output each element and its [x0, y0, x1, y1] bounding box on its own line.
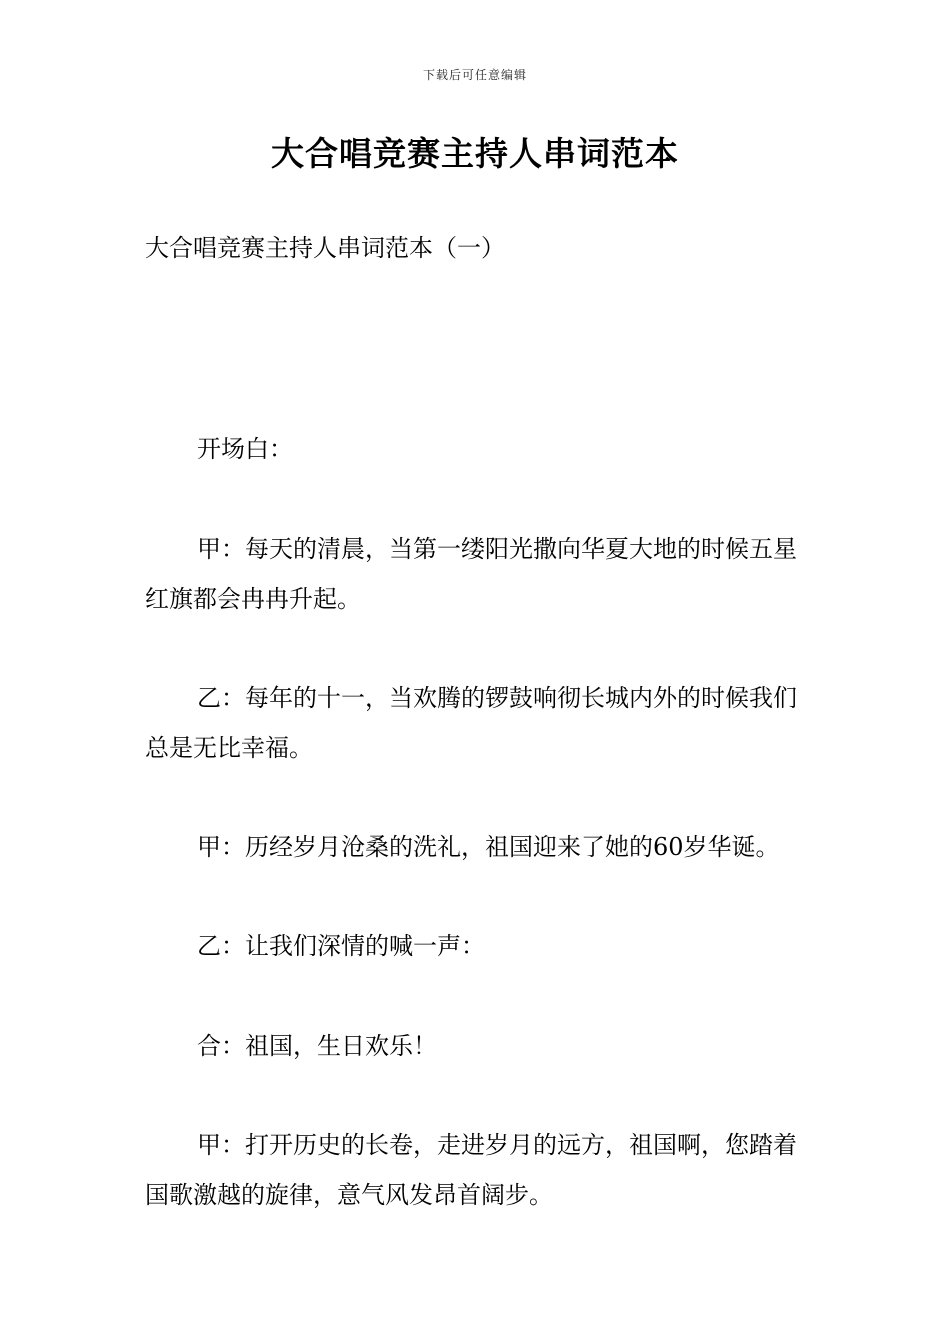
- paragraph: 乙：让我们深情的喊一声：: [197, 932, 485, 960]
- paragraph: 甲：打开历史的长卷，走进岁月的远方，祖国啊，您踏着国歌激越的旋律，意气风发昂首阔步。: [145, 1131, 797, 1209]
- header-note: 下载后可任意编辑: [422, 68, 527, 82]
- paragraph: 甲：每天的清晨，当第一缕阳光撒向华夏大地的时候五星红旗都会冉冉升起。: [145, 535, 797, 613]
- document-title: 大合唱竞赛主持人串词范本: [271, 134, 679, 173]
- paragraph-opening: 开场白：: [197, 435, 293, 463]
- section-title: 大合唱竞赛主持人串词范本（一）: [145, 234, 505, 262]
- paragraph: 合：祖国，生日欢乐！: [197, 1032, 437, 1060]
- paragraph: 甲：历经岁月沧桑的洗礼，祖国迎来了她的60岁华诞。: [197, 833, 780, 861]
- paragraph: 乙：每年的十一，当欢腾的锣鼓响彻长城内外的时候我们总是无比幸福。: [145, 684, 797, 762]
